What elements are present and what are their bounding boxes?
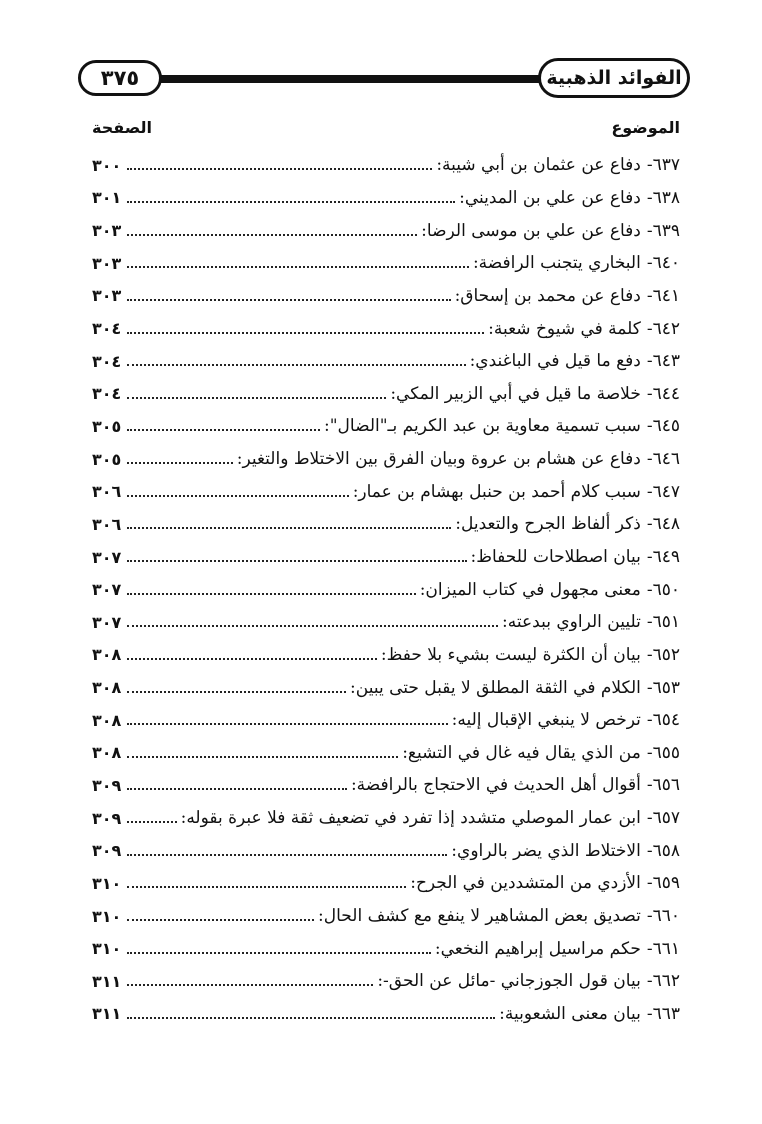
entry-page-number: ٣٠٧ xyxy=(92,547,122,567)
dot-leader xyxy=(127,168,432,170)
entry-number: ٦٤٣- xyxy=(646,351,680,372)
entry-number: ٦٣٨- xyxy=(646,187,680,208)
toc-entry xyxy=(92,475,680,508)
book-title: الفوائد الذهبية xyxy=(538,58,690,98)
dot-leader xyxy=(127,560,466,562)
dot-leader xyxy=(127,691,346,693)
entry-number: ٦٤٠- xyxy=(646,253,680,274)
dot-leader xyxy=(127,756,398,758)
entry-page-number: ٣٠٤ xyxy=(92,351,122,371)
dot-leader xyxy=(127,266,469,268)
entry-title: أقوال أهل الحديث في الاحتجاج بالرافضة: xyxy=(350,775,641,796)
entry-number: ٦٦٢- xyxy=(646,971,680,992)
toc-entry xyxy=(92,802,680,835)
toc-entry xyxy=(92,606,680,639)
dot-leader xyxy=(127,821,176,823)
entry-number: ٦٦٠- xyxy=(646,906,680,927)
toc-entry xyxy=(92,867,680,900)
toc-entry xyxy=(92,182,680,215)
toc-entry xyxy=(92,280,680,313)
header-rule xyxy=(138,75,560,83)
dot-leader xyxy=(127,429,320,431)
dot-leader xyxy=(127,919,314,921)
entry-title: دفاع عن علي بن موسى الرضا: xyxy=(421,220,641,241)
entry-title: معنى مجهول في كتاب الميزان: xyxy=(419,579,641,600)
entry-page-number: ٣١٠ xyxy=(92,906,122,926)
dot-leader xyxy=(127,364,465,366)
entry-page-number: ٣٠٨ xyxy=(92,678,122,698)
entry-title: خلاصة ما قيل في أبي الزبير المكي: xyxy=(390,383,641,404)
dot-leader xyxy=(127,723,447,725)
entry-number: ٦٥٥- xyxy=(646,742,680,763)
entry-number: ٦٤٦- xyxy=(646,449,680,470)
toc-entry xyxy=(92,932,680,965)
entry-number: ٦٥٧- xyxy=(646,808,680,829)
topic-column-header: الموضوع xyxy=(611,118,680,137)
entry-title: تليين الراوي ببدعته: xyxy=(502,612,641,633)
entry-number: ٦٤٥- xyxy=(646,416,680,437)
entry-page-number: ٣٠٨ xyxy=(92,645,122,665)
entry-page-number: ٣١١ xyxy=(92,971,122,991)
entry-page-number: ٣٠٥ xyxy=(92,449,122,469)
toc-entry xyxy=(92,704,680,737)
entry-number: ٦٥٠- xyxy=(646,579,680,600)
toc-entry xyxy=(92,998,680,1031)
entry-page-number: ٣١٠ xyxy=(92,939,122,959)
entry-number: ٦٤١- xyxy=(646,285,680,306)
dot-leader xyxy=(127,625,498,627)
page-number: ٣٧٥ xyxy=(78,60,162,96)
toc-entry xyxy=(92,149,680,182)
entry-page-number: ٣٠٤ xyxy=(92,319,122,339)
dot-leader xyxy=(127,527,451,529)
entry-title: دفاع عن هشام بن عروة وبيان الفرق بين الاختلاط والتغير: xyxy=(236,449,641,470)
table-of-contents xyxy=(92,149,680,1030)
toc-entry xyxy=(92,214,680,247)
toc-entry xyxy=(92,541,680,574)
entry-page-number: ٣٠٤ xyxy=(92,384,122,404)
toc-entry xyxy=(92,671,680,704)
toc-entry xyxy=(92,834,680,867)
entry-number: ٦٥٨- xyxy=(646,840,680,861)
toc-entry xyxy=(92,965,680,998)
entry-title: دفاع عن عثمان بن أبي شيبة: xyxy=(436,155,641,176)
running-header xyxy=(78,58,690,102)
dot-leader xyxy=(127,658,377,660)
entry-page-number: ٣٠٨ xyxy=(92,710,122,730)
entry-number: ٦٥٣- xyxy=(646,677,680,698)
dot-leader xyxy=(127,234,417,236)
entry-title: من الذي يقال فيه غال في التشيع: xyxy=(402,742,641,763)
dot-leader xyxy=(127,462,232,464)
toc-entry xyxy=(92,573,680,606)
entry-page-number: ٣٠٠ xyxy=(92,155,122,175)
toc-entry xyxy=(92,247,680,280)
entry-page-number: ٣٠٩ xyxy=(92,841,122,861)
dot-leader xyxy=(127,886,406,888)
dot-leader xyxy=(127,397,386,399)
page-column-header: الصفحة xyxy=(92,118,153,137)
dot-leader xyxy=(127,952,431,954)
dot-leader xyxy=(127,332,484,334)
entry-page-number: ٣٠٧ xyxy=(92,580,122,600)
entry-page-number: ٣٠٧ xyxy=(92,612,122,632)
entry-page-number: ٣٠٦ xyxy=(92,514,122,534)
dot-leader xyxy=(127,593,415,595)
toc-entry xyxy=(92,410,680,443)
entry-number: ٦٤٩- xyxy=(646,547,680,567)
toc-entry xyxy=(92,769,680,802)
dot-leader xyxy=(127,854,447,856)
toc-entry xyxy=(92,900,680,933)
entry-number: ٦٣٩- xyxy=(646,220,680,241)
entry-page-number: ٣٠٨ xyxy=(92,743,122,763)
entry-title: الأزدي من المتشددين في الجرح: xyxy=(410,873,641,894)
toc-entry xyxy=(92,737,680,770)
entry-title: دفع ما قيل في الباغندي: xyxy=(469,351,641,372)
toc-entry xyxy=(92,377,680,410)
entry-number: ٦٥٤- xyxy=(646,710,680,731)
entry-number: ٦٦١- xyxy=(646,938,680,959)
entry-title: ابن عمار الموصلي متشدد إذا تفرد في تضعيف ثقة فلا عبرة بقوله: xyxy=(180,808,641,829)
dot-leader xyxy=(127,788,347,790)
entry-title: دفاع عن علي بن المديني: xyxy=(459,187,641,208)
column-headers xyxy=(92,118,680,144)
entry-page-number: ٣٠٩ xyxy=(92,808,122,828)
entry-number: ٦٤٤- xyxy=(646,383,680,404)
entry-title: دفاع عن محمد بن إسحاق: xyxy=(454,285,641,306)
dot-leader xyxy=(127,1017,495,1019)
entry-title: البخاري يتجنب الرافضة: xyxy=(472,253,641,274)
toc-entry xyxy=(92,639,680,672)
entry-page-number: ٣٠٣ xyxy=(92,253,122,273)
entry-number: ٦٥٦- xyxy=(646,775,680,796)
entry-page-number: ٣١١ xyxy=(92,1004,122,1024)
entry-number: ٦٦٣- xyxy=(646,1003,680,1024)
entry-title: سبب تسمية معاوية بن عبد الكريم بـ"الضال": xyxy=(324,416,641,437)
entry-page-number: ٣٠١ xyxy=(92,188,122,208)
entry-number: ٦٥٩- xyxy=(646,873,680,894)
entry-title: كلمة في شيوخ شعبة: xyxy=(488,318,641,339)
toc-entry xyxy=(92,345,680,378)
entry-page-number: ٣٠٣ xyxy=(92,286,122,306)
entry-title: حكم مراسيل إبراهيم النخعي: xyxy=(434,938,641,959)
entry-page-number: ٣٠٣ xyxy=(92,221,122,241)
dot-leader xyxy=(127,299,450,301)
entry-title: ترخص لا ينبغي الإقبال إليه: xyxy=(451,710,641,731)
entry-number: ٦٥١- xyxy=(646,612,680,633)
dot-leader xyxy=(127,495,348,497)
entry-number: ٦٤٧- xyxy=(646,481,680,502)
entry-title: سبب كلام أحمد بن حنبل بهشام بن عمار: xyxy=(352,481,641,502)
dot-leader xyxy=(127,201,455,203)
entry-title: الكلام في الثقة المطلق لا يقبل حتى يبين: xyxy=(350,677,641,698)
entry-page-number: ٣٠٥ xyxy=(92,416,122,436)
entry-title: الاختلاط الذي يضر بالراوي: xyxy=(451,840,641,861)
entry-title: بيان معنى الشعوبية: xyxy=(499,1003,641,1024)
entry-title: تصديق بعض المشاهير لا ينفع مع كشف الحال: xyxy=(318,906,641,927)
entry-number: ٦٥٢- xyxy=(646,644,680,665)
toc-entry xyxy=(92,508,680,541)
entry-title: ذكر ألفاظ الجرح والتعديل: xyxy=(455,514,641,535)
entry-number: ٦٣٧- xyxy=(646,155,680,176)
dot-leader xyxy=(127,984,373,986)
entry-title: بيان اصطلاحات للحفاظ: xyxy=(470,547,641,567)
entry-page-number: ٣٠٩ xyxy=(92,775,122,795)
entry-title: بيان قول الجوزجاني -مائل عن الحق-: xyxy=(377,971,641,992)
entry-page-number: ٣١٠ xyxy=(92,873,122,893)
toc-entry xyxy=(92,312,680,345)
entry-page-number: ٣٠٦ xyxy=(92,482,122,502)
entry-number: ٦٤٨- xyxy=(646,514,680,535)
entry-title: بيان أن الكثرة ليست بشيء بلا حفظ: xyxy=(380,644,641,665)
entry-number: ٦٤٢- xyxy=(646,318,680,339)
toc-entry xyxy=(92,443,680,476)
